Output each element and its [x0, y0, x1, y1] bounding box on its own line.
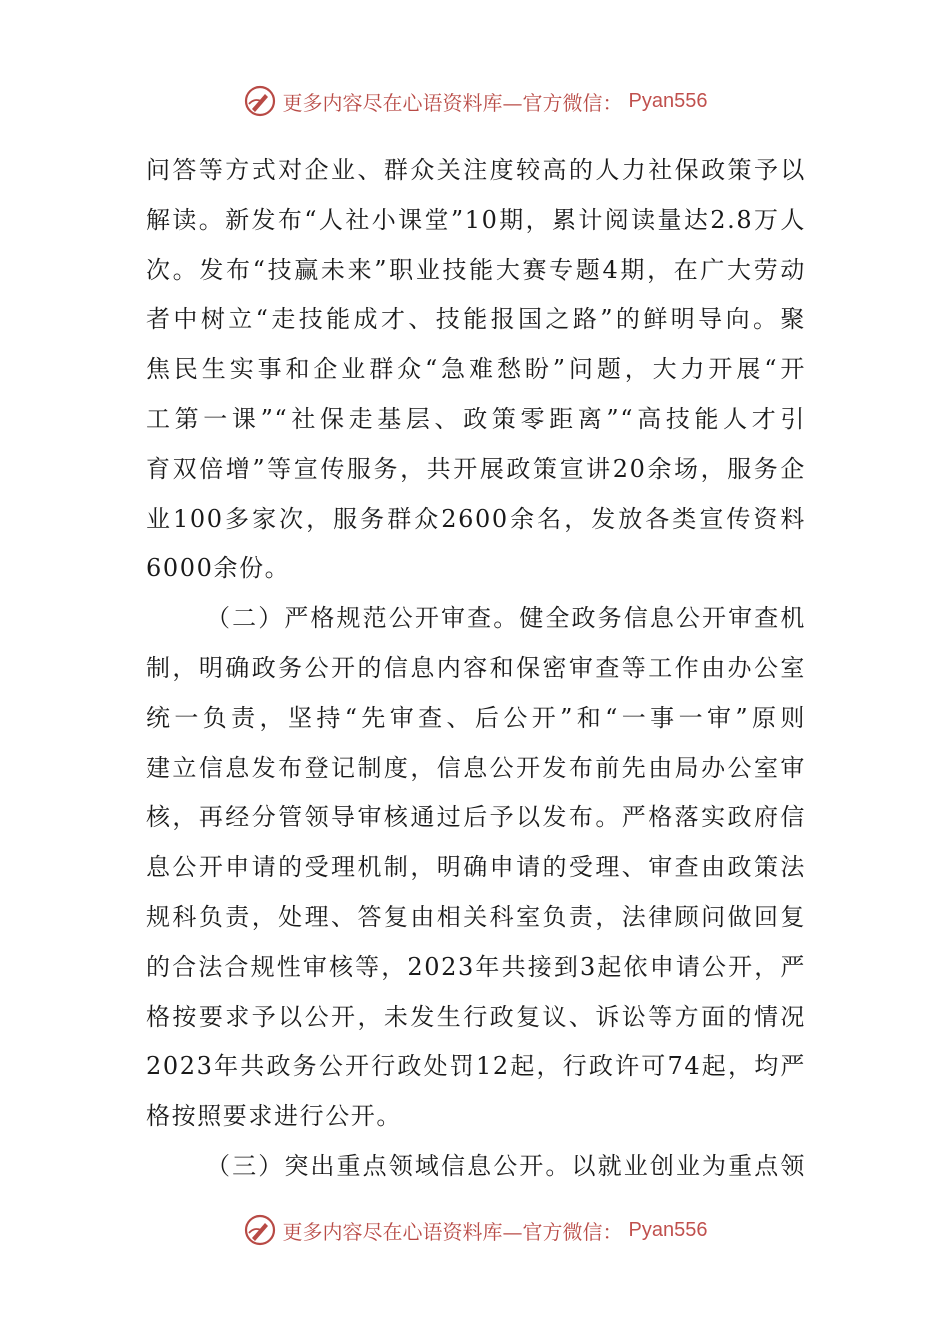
body-line: 建立信息发布登记制度，信息公开发布前先由局办公室审 [146, 753, 806, 782]
pen-logo-icon [243, 84, 277, 118]
body-line: 规科负责，处理、答复由相关科室负责，法律顾问做回复 [146, 902, 806, 931]
pen-logo-icon [243, 1213, 277, 1247]
body-line: 格按照要求进行公开。 [146, 1102, 402, 1131]
body-line: 的合法合规性审核等，2023年共接到3起依申请公开，严 [146, 952, 806, 981]
body-line: 育双倍增”等宣传服务，共开展政策宣讲20余场，服务企 [146, 454, 806, 483]
watermark-wechat-id: Pyan556 [628, 89, 708, 112]
body-line: 次。发布“技赢未来”职业技能大赛专题4期，在广大劳动 [146, 255, 806, 284]
watermark-text: 更多内容尽在心语资料库—官方微信： [282, 90, 623, 115]
body-line: 问答等方式对企业、群众关注度较高的人力社保政策予以 [146, 156, 806, 184]
body-line: 制，明确政务公开的信息内容和保密审查等工作由办公室 [146, 653, 806, 682]
section-heading-line: （三）突出重点领域信息公开。以就业创业为重点领 [206, 1151, 806, 1180]
header-watermark [0, 84, 950, 118]
body-line: 格按要求予以公开，未发生行政复议、诉讼等方面的情况 [146, 1002, 806, 1031]
section-heading-line: （二）严格规范公开审查。健全政务信息公开审查机 [206, 604, 806, 633]
body-line: 2023年共政务公开行政处罚12起，行政许可74起，均严 [146, 1052, 806, 1081]
body-line: 息公开申请的受理机制，明确申请的受理、审查由政策法 [146, 853, 806, 882]
body-line: 焦民生实事和企业群众“急难愁盼”问题，大力开展“开 [146, 355, 806, 384]
body-line: 核，再经分管领导审核通过后予以发布。严格落实政府信 [146, 803, 806, 832]
body-line: 统一负责，坚持“先审查、后公开”和“一事一审”原则 [146, 703, 806, 732]
body-line: 者中树立“走技能成才、技能报国之路”的鲜明导向。聚 [146, 305, 806, 334]
watermark-text: 更多内容尽在心语资料库—官方微信： [282, 1219, 623, 1244]
body-line: 6000余份。 [146, 554, 291, 583]
body-line: 解读。新发布“人社小课堂”10期，累计阅读量达2.8万人 [146, 205, 806, 234]
watermark-wechat-id: Pyan556 [628, 1218, 708, 1241]
footer-watermark [0, 1213, 950, 1247]
document-body [146, 146, 806, 1192]
body-line: 业100多家次，服务群众2600余名，发放各类宣传资料 [146, 504, 806, 533]
body-line: 工第一课”“社保走基层、政策零距离”“高技能人才引 [146, 404, 806, 433]
